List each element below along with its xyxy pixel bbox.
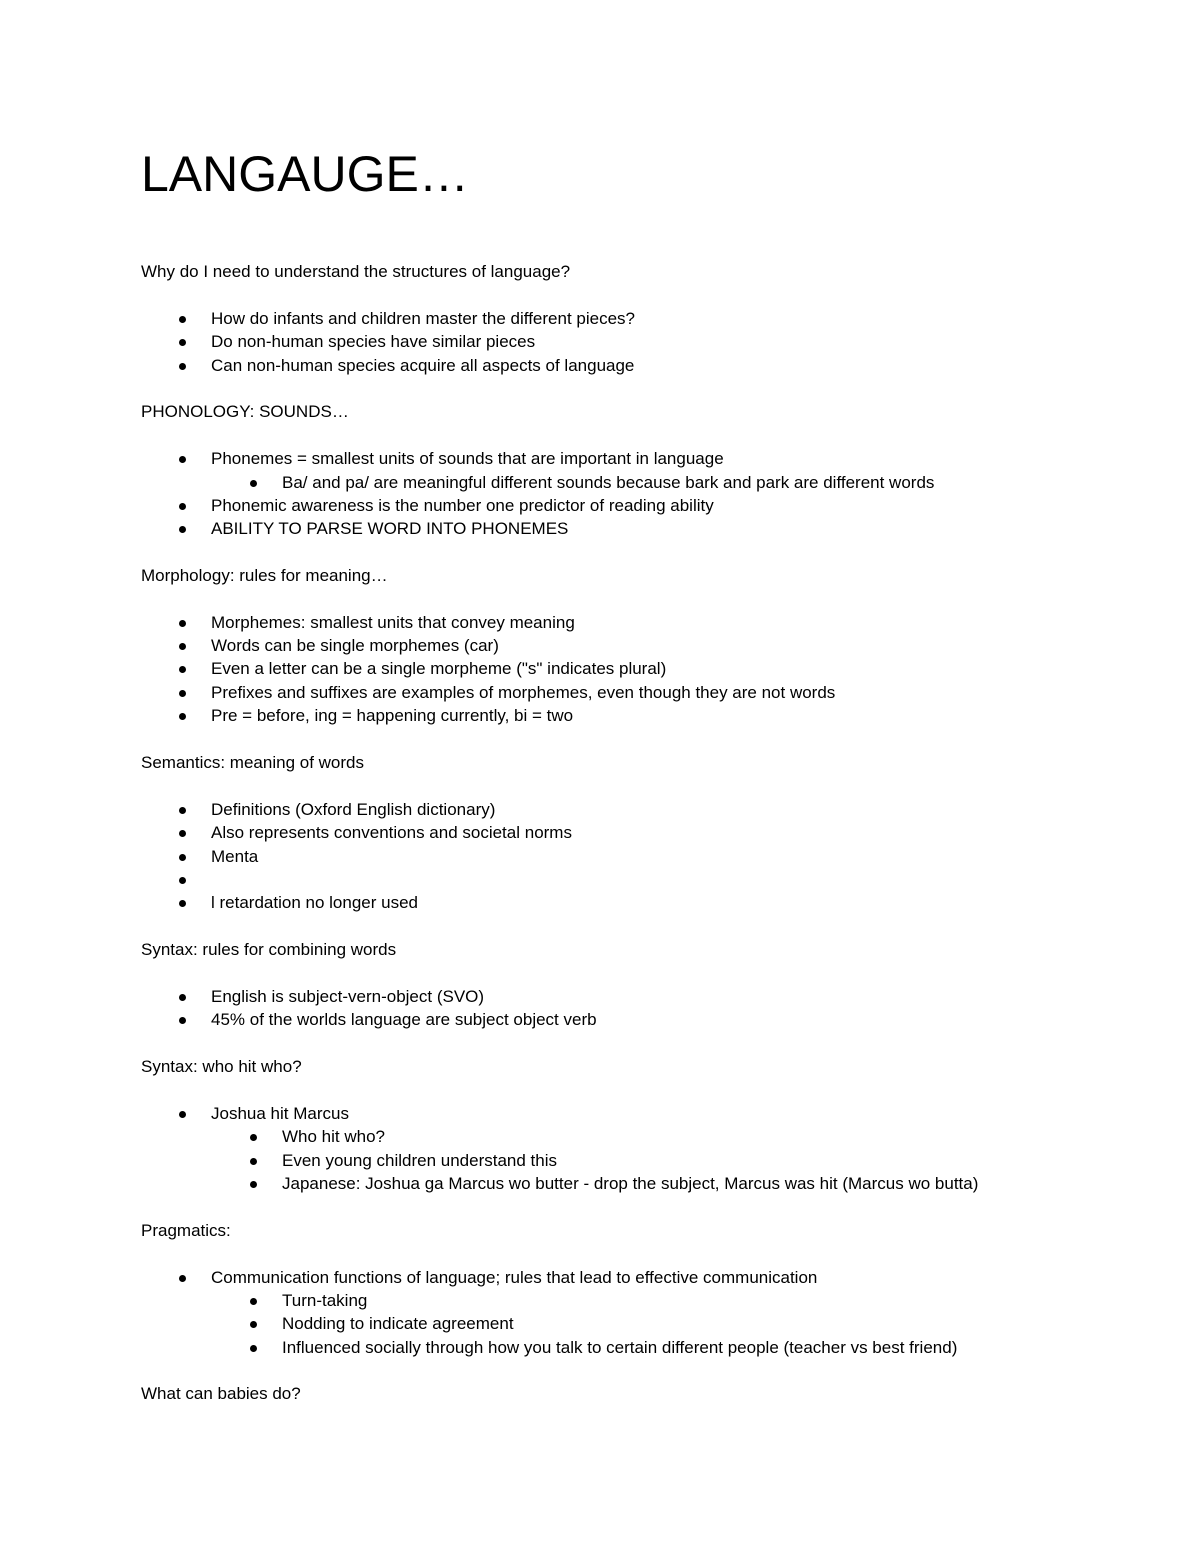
section-heading: PHONOLOGY: SOUNDS… bbox=[141, 402, 349, 421]
list-item: Communication functions of language; rules that lead to effective communication bbox=[211, 1266, 817, 1289]
bullet-icon bbox=[250, 1134, 257, 1141]
section-heading: Syntax: rules for combining words bbox=[141, 940, 397, 959]
bullet-icon bbox=[179, 830, 186, 837]
bullet-icon bbox=[179, 1111, 186, 1118]
bullet-icon bbox=[179, 877, 186, 884]
bullet-icon bbox=[179, 994, 186, 1001]
list-item: Do non-human species have similar pieces bbox=[211, 330, 535, 353]
bullet-icon bbox=[250, 1298, 257, 1305]
section-heading: Why do I need to understand the structures of language? bbox=[141, 262, 571, 281]
bullet-icon bbox=[250, 1345, 257, 1352]
list-item: Pre = before, ing = happening currently, bi = two bbox=[211, 704, 573, 727]
bullet-icon bbox=[179, 666, 186, 673]
list-item: Phonemes = smallest units of sounds that are important in language bbox=[211, 447, 724, 470]
list-item: Even young children understand this bbox=[282, 1149, 557, 1172]
list-item: ABILITY TO PARSE WORD INTO PHONEMES bbox=[211, 517, 568, 540]
section-heading: What can babies do? bbox=[141, 1384, 301, 1403]
bullet-icon bbox=[179, 854, 186, 861]
section-heading: Syntax: who hit who? bbox=[141, 1057, 302, 1076]
list-item: Definitions (Oxford English dictionary) bbox=[211, 798, 495, 821]
list-item: Phonemic awareness is the number one predictor of reading ability bbox=[211, 494, 714, 517]
section-heading: Pragmatics: bbox=[141, 1221, 231, 1240]
bullet-icon bbox=[179, 339, 186, 346]
list-item: Can non-human species acquire all aspects of language bbox=[211, 354, 634, 377]
page-title: LANGAUGE… bbox=[141, 146, 469, 202]
list-item: Morphemes: smallest units that convey meaning bbox=[211, 611, 575, 634]
bullet-icon bbox=[179, 643, 186, 650]
list-item: Turn-taking bbox=[282, 1289, 367, 1312]
bullet-icon bbox=[179, 1275, 186, 1282]
list-item: Ba/ and pa/ are meaningful different sounds because bark and park are different words bbox=[282, 471, 934, 494]
bullet-icon bbox=[179, 363, 186, 370]
list-item: 45% of the worlds language are subject object verb bbox=[211, 1008, 597, 1031]
section-heading: Morphology: rules for meaning… bbox=[141, 566, 388, 585]
list-item: Even a letter can be a single morpheme ("s" indicates plural) bbox=[211, 657, 666, 680]
list-item: Japanese: Joshua ga Marcus wo butter - drop the subject, Marcus was hit (Marcus wo butta) bbox=[282, 1172, 978, 1195]
bullet-icon bbox=[179, 620, 186, 627]
bullet-icon bbox=[179, 316, 186, 323]
bullet-icon bbox=[179, 456, 186, 463]
list-item: Influenced socially through how you talk to certain different people (teacher vs best friend) bbox=[282, 1336, 957, 1359]
list-item: Words can be single morphemes (car) bbox=[211, 634, 499, 657]
bullet-icon bbox=[250, 1321, 257, 1328]
bullet-icon bbox=[179, 900, 186, 907]
bullet-icon bbox=[179, 503, 186, 510]
list-item: Who hit who? bbox=[282, 1125, 385, 1148]
bullet-icon bbox=[250, 1181, 257, 1188]
list-item: Nodding to indicate agreement bbox=[282, 1312, 514, 1335]
list-item: How do infants and children master the different pieces? bbox=[211, 307, 635, 330]
bullet-icon bbox=[179, 807, 186, 814]
list-item: Joshua hit Marcus bbox=[211, 1102, 349, 1125]
section-heading: Semantics: meaning of words bbox=[141, 753, 364, 772]
list-item: Menta bbox=[211, 845, 258, 868]
list-item: Prefixes and suffixes are examples of morphemes, even though they are not words bbox=[211, 681, 835, 704]
bullet-icon bbox=[179, 526, 186, 533]
bullet-icon bbox=[179, 713, 186, 720]
bullet-icon bbox=[179, 1017, 186, 1024]
bullet-icon bbox=[179, 690, 186, 697]
bullet-icon bbox=[250, 480, 257, 487]
list-item: l retardation no longer used bbox=[211, 891, 418, 914]
bullet-icon bbox=[250, 1158, 257, 1165]
list-item: English is subject-vern-object (SVO) bbox=[211, 985, 484, 1008]
list-item: Also represents conventions and societal norms bbox=[211, 821, 572, 844]
